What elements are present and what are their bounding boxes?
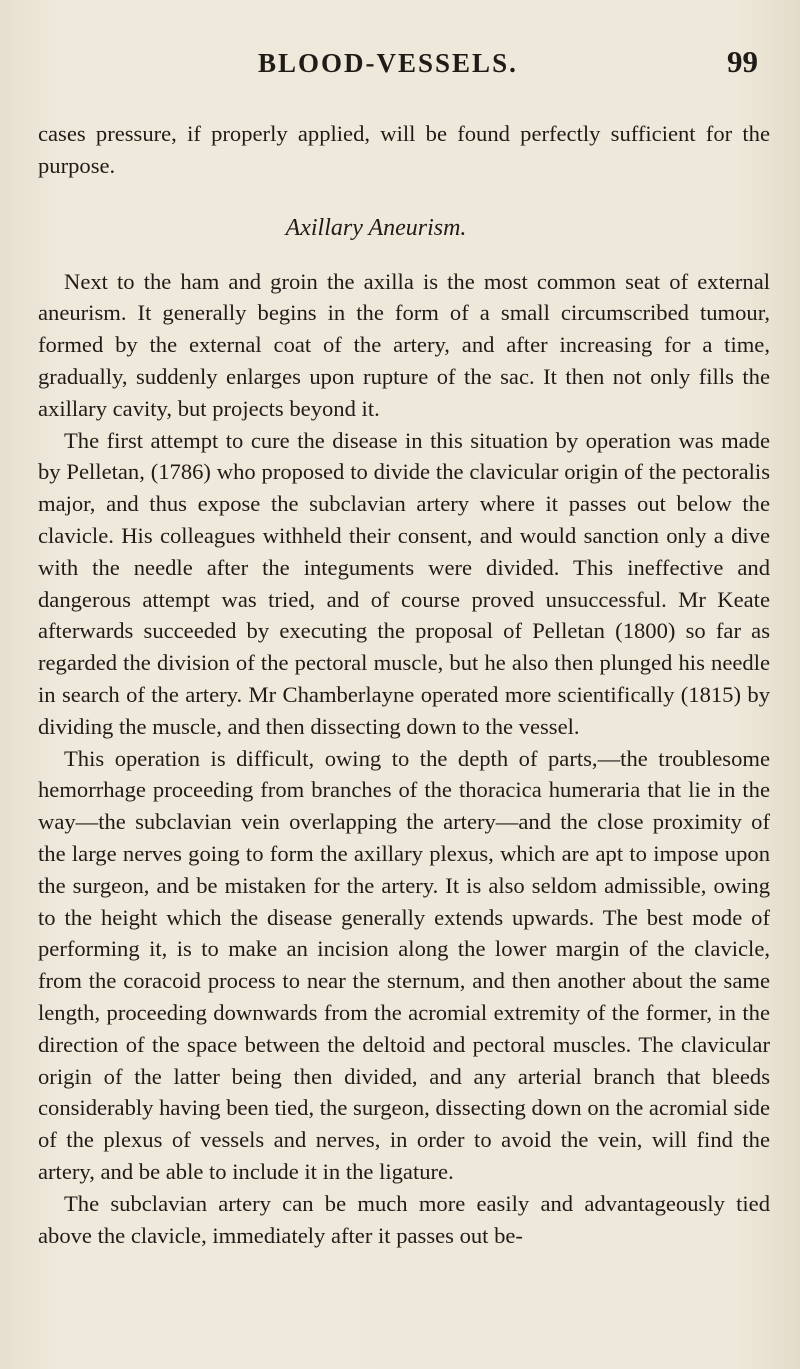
paragraph-2: The first attempt to cure the disease in this situation by operation was made by Pelletan, (1786) who proposed to divide the clavicular origin of the pectoralis major, and thus expose the subclavian artery where it passes out below the clavicle. His colleagues withheld their consent, and would sanction only a dive with the needle after the integuments were divided. This ineffective and dangerous attempt was tried, and of course proved unsuccessful. Mr Keate afterwards succeeded by executing the proposal of Pelletan (1800) so far as regarded the division of the pectoral muscle, but he also then plunged his needle in search of the artery. Mr Chamberlayne operated more scientifically (1815) by dividing the muscle, and then dissecting down to the vessel. xyxy=(38,427,770,739)
paragraph-1: Next to the ham and groin the axilla is the most common seat of external aneurism. It generally begins in the form of a small circumscribed tumour, formed by the external coat of the artery, and after increasing for a time, gradually, suddenly enlarges upon rupture of the sac. It then not only fills the axillary cavity, but projects beyond it. xyxy=(38,268,770,421)
running-head-title: BLOOD-VESSELS. xyxy=(258,48,518,78)
body-text xyxy=(38,118,770,1251)
paragraph-3: This operation is difficult, owing to the depth of parts,—the troublesome hemorrhage proceeding from branches of the thoracica humeraria that lie in the way—the subclavian vein overlapping the artery—and the close proximity of the large nerves going to form the axillary plexus, which are apt to impose upon the surgeon, and be mistaken for the artery. It is also seldom admissible, owing to the height which the disease generally extends upwards. The best mode of performing it, is to make an incision along the lower margin of the clavicle, from the coracoid process to near the sternum, and then another about the same length, proceeding downwards from the acromial extremity of the former, in the direction of the space between the deltoid and pectoral muscles. The clavicular origin of the latter being then divided, and any arterial branch that bleeds considerably having been tied, the surgeon, dissecting down on the acromial side of the plexus of vessels and nerves, in order to avoid the vein, will find the artery, and be able to include it in the ligature. xyxy=(38,745,770,1184)
running-head xyxy=(38,40,770,88)
paragraph-4: The subclavian artery can be much more easily and advantageously tied above the clavicle, immediately after it passes out be- xyxy=(38,1190,770,1248)
opening-paragraph: cases pressure, if properly applied, will be found perfectly sufficient for the purpose. xyxy=(38,121,770,178)
section-heading xyxy=(38,212,770,244)
page-number: 99 xyxy=(727,44,758,79)
section-heading-text: Axillary Aneurism. xyxy=(285,214,467,241)
